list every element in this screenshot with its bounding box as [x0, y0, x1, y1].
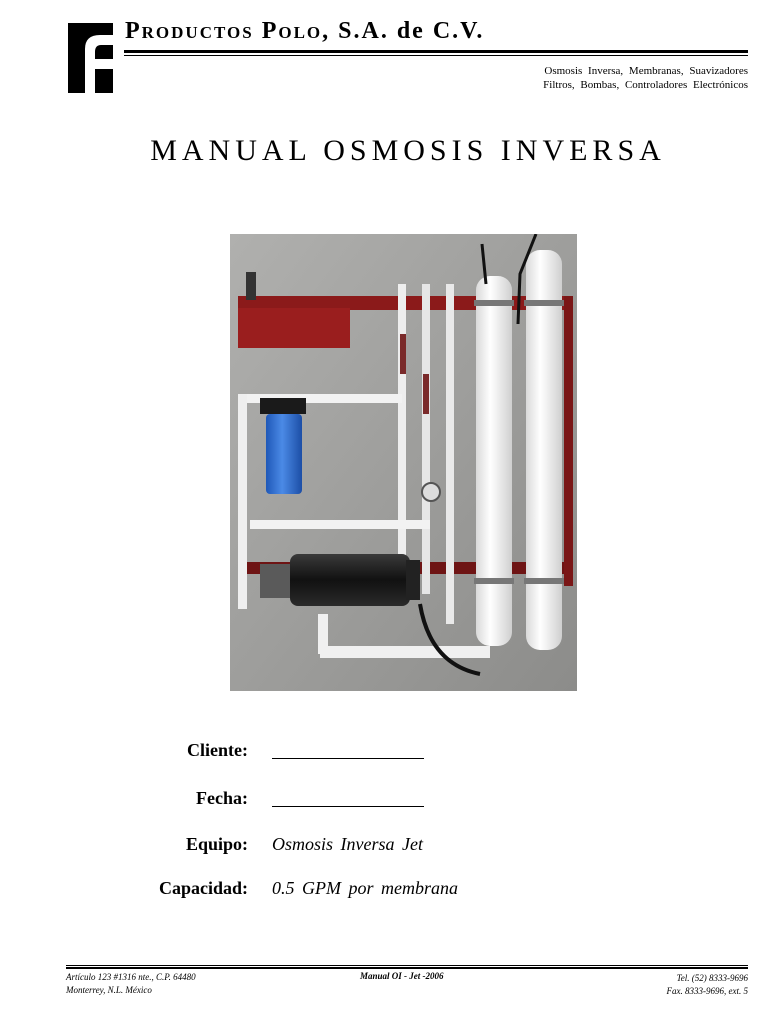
footer-address-line2: Monterrey, N.L. México: [66, 985, 152, 995]
header-rule-thin: [124, 55, 748, 56]
footer-doc-ref: Manual OI - Jet -2006: [360, 971, 444, 981]
field-fecha-label: Fecha:: [196, 788, 248, 808]
field-equipo-label: Equipo:: [185, 834, 248, 854]
footer-rule-thin: [66, 965, 748, 966]
header-rule-thick: [124, 50, 748, 53]
footer-tel: Tel. (52) 8333-9696: [676, 973, 748, 983]
company-name-part2: Polo: [261, 18, 323, 44]
footer-address: [66, 971, 196, 997]
tagline-line2: Filtros, Bombas, Controladores Electrónicos: [543, 79, 748, 91]
company-logo: [68, 23, 113, 93]
company-tagline: [543, 64, 748, 92]
field-cliente-label: Cliente:: [187, 740, 248, 760]
footer-contact: [667, 972, 748, 998]
footer-rule-thick: [66, 967, 748, 969]
field-capacidad-label: Capacidad:: [158, 878, 248, 898]
equipment-photo: [230, 234, 577, 691]
field-cliente-blank: [272, 758, 424, 759]
document-title: MANUAL OSMOSIS INVERSA: [150, 134, 666, 167]
company-name-part3: , S.A. de C.V.: [322, 18, 485, 44]
field-capacidad-value: 0.5 GPM por membrana: [272, 878, 458, 898]
company-name: [125, 18, 484, 45]
field-fecha-blank: [272, 806, 424, 807]
tagline-line1: Osmosis Inversa, Membranas, Suavizadores: [544, 65, 748, 77]
footer-fax: Fax. 8333-9696, ext. 5: [666, 986, 748, 996]
field-equipo-value: Osmosis Inversa Jet: [272, 834, 423, 854]
footer-address-line1: Artículo 123 #1316 nte., C.P. 64480: [66, 972, 196, 982]
company-name-part1: Productos: [125, 18, 254, 44]
